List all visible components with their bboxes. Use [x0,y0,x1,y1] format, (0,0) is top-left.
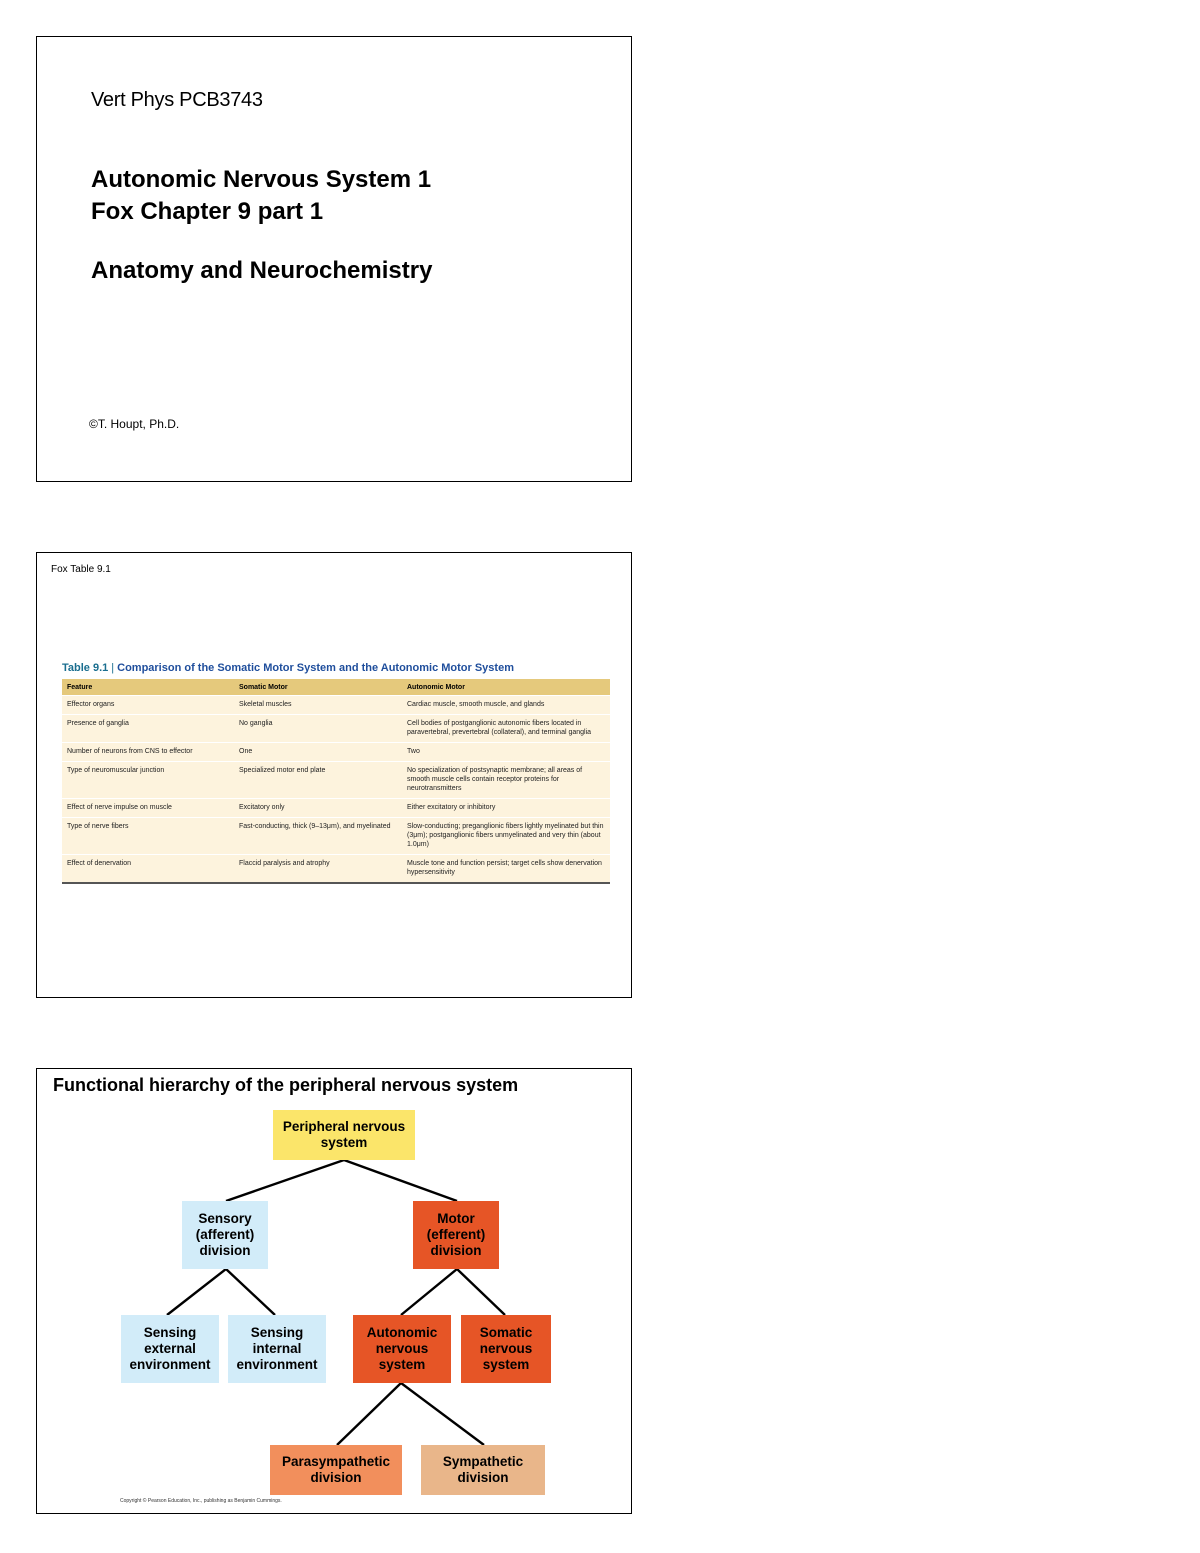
sensing-internal-box: Sensing internal environment [228,1315,326,1383]
table-cell: Either excitatory or inhibitory [402,799,610,818]
peripheral-nervous-system-box: Peripheral nervous system [273,1110,415,1160]
table-row [62,696,610,715]
table-cell: Effect of denervation [62,855,234,884]
table-title: Comparison of the Somatic Motor System and the Autonomic Motor System [117,662,514,674]
title-line-2: Fox Chapter 9 part 1 [91,198,324,225]
lecture-title [91,164,431,228]
slide-hierarchy [36,1068,632,1514]
title-line-1: Autonomic Nervous System 1 [91,166,432,193]
autonomic-nervous-system-box: Autonomic nervous system [353,1315,451,1383]
table-cell: Cell bodies of postganglionic autonomic fibers located in paravertebral, prevertebral (collateral), and terminal ganglia [402,715,610,743]
caption-separator: | [111,662,115,674]
table-row [62,818,610,855]
table-cell: Effect of nerve impulse on muscle [62,799,234,818]
motor-division-box: Motor (efferent) division [413,1201,499,1269]
slide-table [36,552,632,998]
connector-line [337,1383,401,1445]
comparison-table [62,679,610,884]
table-cell: Presence of ganglia [62,715,234,743]
header-somatic: Somatic Motor [234,679,402,696]
connector-line [401,1383,484,1445]
table-cell: Fast-conducting, thick (9–13μm), and myelinated [234,818,402,855]
publisher-copyright: Copyright © Pearson Education, Inc., publishing as Benjamin Cummings. [120,1498,282,1504]
table-header-row [62,679,610,696]
connector-line [401,1269,457,1315]
table-number: Table 9.1 [62,662,109,674]
slide-title [36,36,632,482]
parasympathetic-division-box: Parasympathetic division [270,1445,402,1495]
table-cell: Type of neuromuscular junction [62,762,234,799]
sensing-external-box: Sensing external environment [121,1315,219,1383]
slide-label: Fox Table 9.1 [51,564,111,575]
table-cell: Slow-conducting; preganglionic fibers lightly myelinated but thin (3μm); postganglionic fibers unmyelinated and very thin (about 1.0μm) [402,818,610,855]
lecture-subtitle: Anatomy and Neurochemistry [91,257,433,284]
table-cell: Flaccid paralysis and atrophy [234,855,402,884]
table-cell: One [234,743,402,762]
connector-line [344,1160,457,1201]
table-row [62,743,610,762]
table-caption [62,662,514,674]
table-cell: Skeletal muscles [234,696,402,715]
table-cell: Two [402,743,610,762]
table-cell: No ganglia [234,715,402,743]
connector-line [226,1269,275,1315]
table-row [62,799,610,818]
table-row [62,715,610,743]
header-autonomic: Autonomic Motor [402,679,610,696]
connector-line [226,1160,344,1201]
table-cell: No specialization of postsynaptic membrane; all areas of smooth muscle cells contain receptor proteins for neurotransmitters [402,762,610,799]
course-code: Vert Phys PCB3743 [91,89,263,111]
diagram-title: Functional hierarchy of the peripheral nervous system [53,1075,519,1095]
sympathetic-division-box: Sympathetic division [421,1445,545,1495]
somatic-nervous-system-box: Somatic nervous system [461,1315,551,1383]
table-row [62,762,610,799]
connector-line [167,1269,226,1315]
sensory-division-box: Sensory (afferent) division [182,1201,268,1269]
connector-line [457,1269,505,1315]
table-row [62,855,610,884]
header-feature: Feature [62,679,234,696]
table-cell: Specialized motor end plate [234,762,402,799]
table-cell: Effector organs [62,696,234,715]
author-copyright: ©T. Houpt, Ph.D. [89,417,180,431]
table-cell: Type of nerve fibers [62,818,234,855]
table-cell: Excitatory only [234,799,402,818]
table-cell: Muscle tone and function persist; target cells show denervation hypersensitivity [402,855,610,884]
table-cell: Cardiac muscle, smooth muscle, and glands [402,696,610,715]
table-cell: Number of neurons from CNS to effector [62,743,234,762]
